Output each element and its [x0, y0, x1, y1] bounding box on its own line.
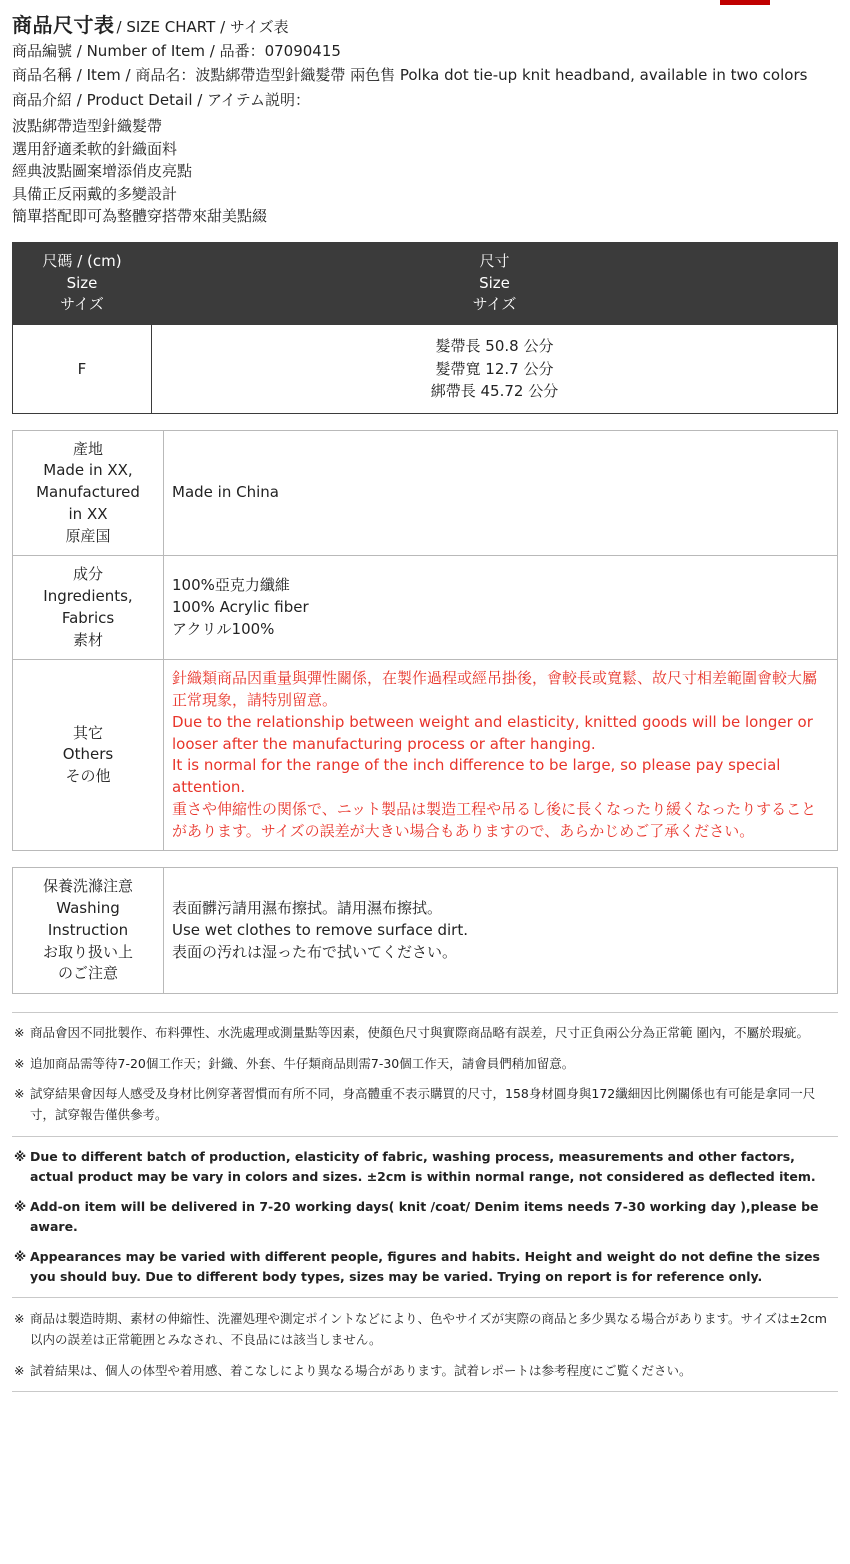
item-name-value: 波點綁帶造型針織髮帶 兩色售 Polka dot tie-up knit headband, available in two colors: [195, 65, 808, 84]
note-text: Due to different batch of production, elasticity of fabric, washing process, measurements and other factors, actual product may be vary in colors and sizes. ±2cm is within normal range, not considered as deflected item.: [30, 1148, 816, 1184]
page-title: [12, 12, 838, 39]
size-table-header-row: [13, 242, 838, 324]
value-line: It is normal for the range of the inch difference to be large, so please pay special attention.: [172, 756, 781, 796]
product-detail-line: 具備正反兩戴的多變設計: [12, 184, 178, 203]
label-line: Washing: [56, 899, 120, 917]
note-mark: ※: [14, 1363, 25, 1378]
value-line: 100% Acrylic fiber: [172, 597, 309, 616]
product-info-body: [13, 430, 838, 851]
item-name-line: [12, 65, 838, 87]
value-line: Due to the relationship between weight and elasticity, knitted goods will be longer or looser after the manufacturing process or after hanging.: [172, 712, 813, 753]
note-text: 試着結果は、個人の体型や着用感、着こなしにより異なる場合があります。試着レポートは参考程度にご覧ください。: [30, 1363, 692, 1378]
note-item: [14, 1023, 836, 1044]
note-text: 商品は製造時期、素材の伸縮性、洗濯処理や測定ポイントなどにより、色やサイズが実際の商品と多少異なる場合があります。サイズは±2cm以内の誤差は正常範囲とみなされ、不良品には該当しません。: [30, 1310, 827, 1347]
note-item: [14, 1247, 836, 1287]
size-cell: F: [13, 325, 152, 414]
note-item: [14, 1084, 836, 1125]
item-name-label: 商品名稱 / Item / 商品名：: [12, 65, 196, 84]
table-row: [13, 556, 838, 660]
product-info-table: [12, 430, 838, 852]
label-line: 其它: [72, 723, 103, 742]
note-block-japanese: [12, 1298, 838, 1393]
note-item: [14, 1360, 836, 1381]
label-line: Ingredients,: [43, 587, 133, 605]
note-item: [14, 1054, 836, 1075]
table-row: [13, 660, 838, 851]
label-line: 素材: [72, 630, 103, 649]
note-mark: ※: [14, 1025, 25, 1040]
note-mark: ※: [14, 1310, 25, 1326]
measure-header-line: 尺寸: [479, 251, 510, 270]
label-line: Manufactured: [36, 483, 140, 501]
item-number-value: 07090415: [264, 42, 341, 60]
table-row: [13, 868, 838, 994]
product-detail-line: 經典波點圖案增添俏皮亮點: [12, 162, 193, 181]
table-row: [13, 325, 838, 414]
label-line: Fabrics: [61, 608, 115, 627]
product-detail-line: 波點綁帶造型針織髮帶: [12, 117, 163, 136]
product-header: [0, 8, 850, 228]
red-mark-decoration: [720, 0, 770, 5]
product-detail-line: 選用舒適柔軟的針織面料: [12, 139, 178, 158]
note-block-english: [12, 1137, 838, 1298]
value-line: Use wet clothes to remove surface dirt.: [172, 920, 468, 939]
note-item: [14, 1147, 836, 1187]
value-line: 100%亞克力纖維: [172, 576, 290, 595]
fabric-label-cell: [13, 556, 164, 660]
label-line: 保養洗滌注意: [42, 877, 133, 896]
size-header-line: サイズ: [60, 295, 104, 314]
value-line: 表面の汚れは湿った布で拭いてください。: [172, 942, 458, 961]
label-line: のご注意: [57, 964, 118, 983]
size-header-line: Size: [66, 273, 98, 292]
others-label-cell: [13, 660, 164, 851]
value-line: 針織類商品因重量與彈性關係，在製作過程或經吊掛後，會較長或寬鬆、故尺寸相差範圍會較大屬正常現象，請特別留意。: [172, 669, 818, 709]
value-line: 重さや伸縮性の関係で、ニット製品は製造工程や吊るし後に長くなったり緩くなったりすることがあります。サイズの誤差が大きい場合もありますので、あらかじめご了承ください。: [172, 799, 817, 840]
measure-header-line: Size: [479, 273, 510, 292]
note-mark: ※: [14, 1055, 25, 1071]
washing-label-cell: [13, 868, 164, 994]
label-line: Made in XX,: [43, 461, 133, 480]
measure-header-line: サイズ: [472, 295, 517, 314]
note-mark: ※: [14, 1198, 27, 1214]
measure-line: 綁帶長 45.72 公分: [430, 382, 559, 400]
size-table: [12, 242, 838, 414]
origin-label-cell: [13, 430, 164, 556]
washing-instruction-table: [12, 867, 838, 994]
item-number-label: 商品編號 / Number of Item / 品番：: [12, 42, 265, 60]
label-line: 產地: [72, 439, 103, 458]
size-table-body: [13, 325, 838, 414]
bottom-spacer: [0, 1392, 850, 1542]
notes-section: [12, 1012, 838, 1392]
note-text: 商品會因不同批製作、布料彈性、水洗處理或測量點等因素，使顏色尺寸與實際商品略有誤差，尺寸正負兩公分為正常範 圍內，不屬於瑕疵。: [30, 1025, 809, 1040]
item-number-line: [12, 41, 838, 63]
fabric-value-cell: [164, 556, 838, 660]
value-line: Made in China: [172, 483, 279, 501]
measure-line: 髮帶寬 12.7 公分: [435, 359, 554, 378]
note-text: Add-on item will be delivered in 7-20 working days( knit /coat/ Denim items needs 7-30 working day ),please be aware.: [30, 1198, 819, 1234]
note-item: [14, 1308, 836, 1351]
label-line: 成分: [72, 565, 103, 584]
note-mark: ※: [14, 1148, 27, 1164]
note-mark: ※: [14, 1086, 25, 1102]
size-table-header-size: [13, 242, 152, 324]
note-block-chinese: [12, 1013, 838, 1137]
note-text: 追加商品需等待7-20個工作天；針織、外套、牛仔類商品則需7-30個工作天，請會員們稍加留意。: [30, 1055, 575, 1071]
value-line: アクリル100%: [172, 619, 275, 638]
top-bar: [0, 0, 850, 8]
label-line: お取り扱い上: [42, 942, 133, 961]
table-row: [13, 430, 838, 556]
label-line: in XX: [68, 504, 108, 523]
washing-instruction-body: [13, 868, 838, 994]
page-title-cn: 商品尺寸表: [12, 13, 115, 37]
measure-line: 髮帶長 50.8 公分: [435, 337, 554, 355]
size-header-line: 尺碼 / (cm): [42, 251, 122, 270]
product-detail-label: 商品介紹 / Product Detail / アイテム説明：: [12, 90, 310, 109]
note-text: Appearances may be varied with different people, figures and habits. Height and weight do not define the sizes you should buy. Due to different body types, sizes may be varied. Trying on report is for reference only.: [30, 1248, 820, 1284]
measure-cell: [152, 325, 838, 414]
size-table-header-measure: [152, 242, 838, 324]
value-line: 表面髒污請用濕布擦拭。請用濕布擦拭。: [172, 899, 443, 917]
others-value-cell: [164, 660, 838, 851]
note-item: [14, 1197, 836, 1237]
size-table-head: [13, 242, 838, 324]
label-line: 原産国: [65, 526, 111, 545]
note-mark: ※: [14, 1248, 27, 1264]
note-text: 試穿結果會因每人感受及身材比例穿著習慣而有所不同，身高體重不表示購買的尺寸，158身材圓身與172纖細因比例關係也有可能是拿同一尺寸，試穿報告僅供參考。: [30, 1086, 816, 1122]
washing-value-cell: [164, 868, 838, 994]
product-detail-line: 簡單搭配即可為整體穿搭帶來甜美點綴: [12, 207, 268, 226]
label-line: その他: [65, 767, 111, 786]
label-line: Instruction: [47, 920, 129, 939]
label-line: Others: [62, 745, 114, 764]
page-title-rest: / SIZE CHART / サイズ表: [116, 18, 289, 36]
product-detail-list: [12, 115, 838, 228]
origin-value-cell: [164, 430, 838, 556]
